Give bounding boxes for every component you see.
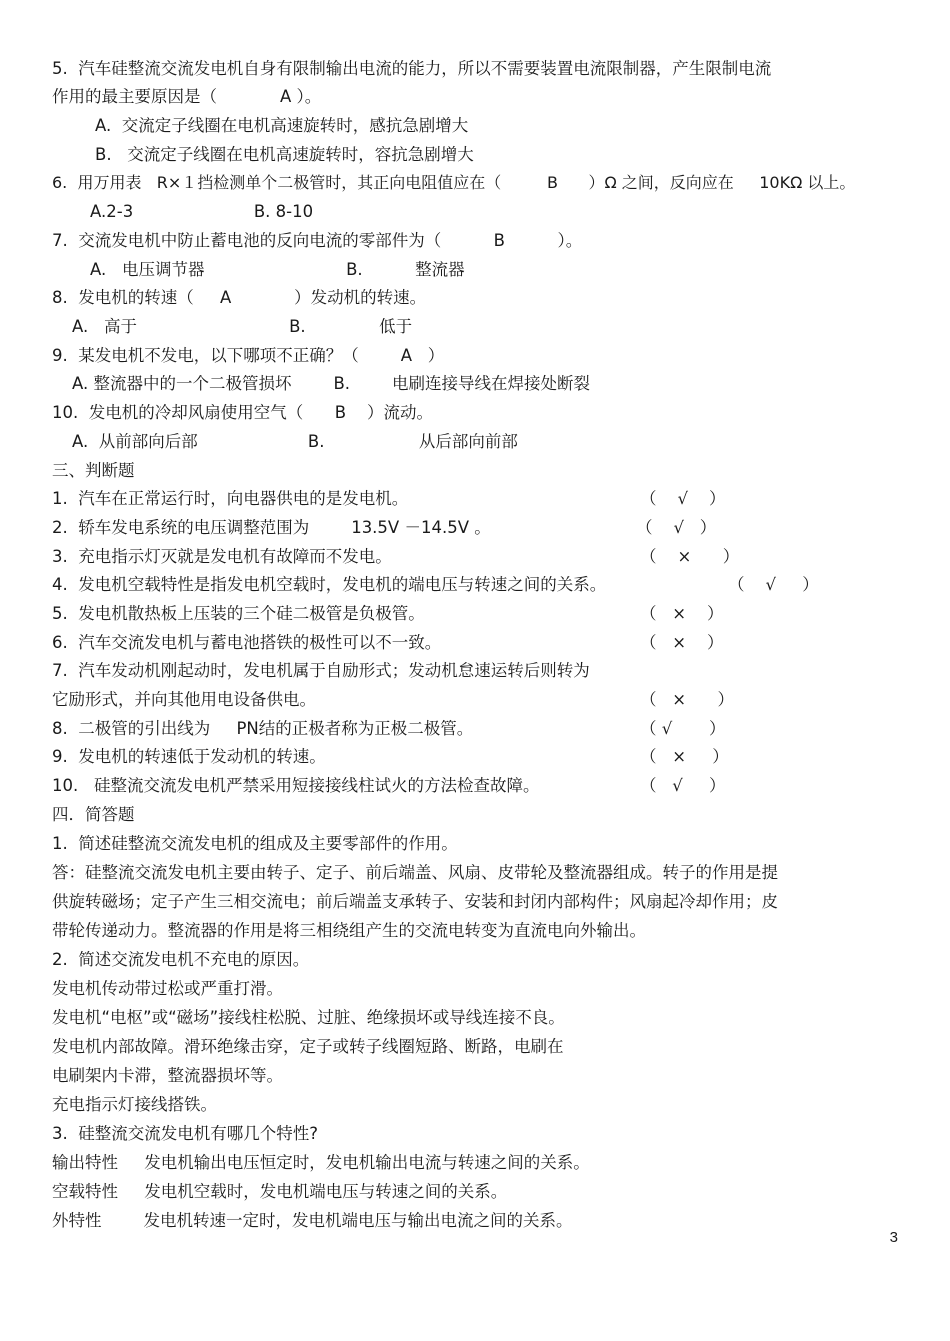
tf-item-1: 1. 汽车在正常运行时，向电器供电的是发电机。	[52, 489, 409, 508]
tf-mark-2: （ √ ）	[636, 518, 717, 537]
tf-item-7-line2: 它励形式，并向其他用电设备供电。	[52, 690, 316, 709]
tf-mark-5: （ × ）	[640, 604, 724, 623]
q10-stem: 10. 发电机的冷却风扇使用空气（ B ）流动。	[52, 403, 433, 422]
q5-stem-line2: 作用的最主要原因是（ A ）。	[52, 87, 322, 106]
tf-item-3: 3. 充电指示灯灭就是发电机有故障而不发电。	[52, 547, 392, 566]
tf-mark-6: （ × ）	[640, 633, 724, 652]
tf-mark-3: （ × ）	[640, 547, 740, 566]
q7-stem: 7. 交流发电机中防止蓄电池的反向电流的零部件为（ B ）。	[52, 231, 583, 250]
q8-stem: 8. 发电机的转速（ A ）发动机的转速。	[52, 288, 427, 307]
q9-stem: 9. 某发电机不发电，以下哪项不正确？（ A ）	[52, 346, 445, 365]
tf-item-4: 4. 发电机空载特性是指发电机空载时，发电机的端电压与转速之间的关系。	[52, 575, 607, 594]
q6-stem: 6. 用万用表 R×１挡检测单个二极管时，其正向电阻值应在（ B ）Ω 之间，反向应在 10KΩ 以上。	[52, 173, 856, 192]
sa-q3: 3. 硅整流交流发电机有哪几个特性?	[52, 1124, 318, 1143]
sa-a3-external: 外特性 发电机转速一定时，发电机端电压与输出电流之间的关系。	[52, 1211, 573, 1230]
q5-option-a: A. 交流定子线圈在电机高速旋转时，感抗急剧增大	[95, 116, 469, 135]
section-true-false-heading: 三、判断题	[52, 461, 135, 480]
tf-item-7-line1: 7. 汽车发动机刚起动时，发电机属于自励形式；发动机怠速运转后则转为	[52, 661, 590, 680]
tf-mark-8: （ √ ）	[640, 719, 726, 738]
tf-mark-7: （ × ）	[640, 690, 735, 709]
page-number: 3	[889, 1229, 898, 1246]
tf-item-10: 10. 硅整流交流发电机严禁采用短接接线柱试火的方法检查故障。	[52, 776, 540, 795]
q5-stem-line1: 5. 汽车硅整流交流发电机自身有限制输出电流的能力，所以不需要装置电流限制器，产生限制电流	[52, 59, 772, 78]
sa-a1-line2: 供旋转磁场；定子产生三相交流电；前后端盖支承转子、安装和封闭内部构件；风扇起冷却作用；皮	[52, 892, 778, 911]
tf-mark-9: （ × ）	[640, 747, 729, 766]
tf-item-9: 9. 发电机的转速低于发动机的转速。	[52, 747, 326, 766]
tf-mark-1: （ √ ）	[640, 489, 726, 508]
tf-item-8: 8. 二极管的引出线为 PN结的正极者称为正极二极管。	[52, 719, 474, 738]
q9-options: A. 整流器中的一个二极管损坏 B. 电刷连接导线在焊接处断裂	[72, 374, 590, 393]
q10-options: A. 从前部向后部 B. 从后部向前部	[72, 432, 518, 451]
sa-a1-line1: 答：硅整流交流发电机主要由转子、定子、前后端盖、风扇、皮带轮及整流器组成。转子的作用是提	[52, 863, 778, 882]
sa-a2-line1: 发电机传动带过松或严重打滑。	[52, 979, 283, 998]
tf-item-6: 6. 汽车交流发电机与蓄电池搭铁的极性可以不一致。	[52, 633, 442, 652]
tf-item-5: 5. 发电机散热板上压装的三个硅二极管是负极管。	[52, 604, 425, 623]
section-short-answer-heading: 四．简答题	[52, 805, 135, 824]
tf-mark-4: （ √ ）	[728, 575, 819, 594]
sa-q2: 2. 简述交流发电机不充电的原因。	[52, 950, 310, 969]
tf-mark-10: （ √ ）	[640, 776, 726, 795]
sa-a1-line3: 带轮传递动力。整流器的作用是将三相绕组产生的交流电转变为直流电向外输出。	[52, 921, 646, 940]
sa-a3-no-load: 空载特性 发电机空载时，发电机端电压与转速之间的关系。	[52, 1182, 508, 1201]
q7-options: A. 电压调节器 B. 整流器	[90, 260, 465, 279]
sa-a2-line3: 发电机内部故障。滑环绝缘击穿，定子或转子线圈短路、断路，电刷在	[52, 1037, 564, 1056]
tf-item-2: 2. 轿车发电系统的电压调整范围为 13.5V －14.5V 。	[52, 518, 491, 537]
sa-q1: 1. 简述硅整流交流发电机的组成及主要零部件的作用。	[52, 834, 458, 853]
sa-a3-output: 输出特性 发电机输出电压恒定时，发电机输出电流与转速之间的关系。	[52, 1153, 590, 1172]
sa-a2-line5: 充电指示灯接线搭铁。	[52, 1095, 217, 1114]
q5-option-b: B. 交流定子线圈在电机高速旋转时，容抗急剧增大	[95, 145, 474, 164]
q8-options: A. 高于 B. 低于	[72, 317, 413, 336]
sa-a2-line4: 电刷架内卡滞，整流器损坏等。	[52, 1066, 283, 1085]
q6-options: A.2-3 B. 8-10	[90, 202, 314, 221]
sa-a2-line2: 发电机“电枢”或“磁场”接线柱松脱、过脏、绝缘损坏或导线连接不良。	[52, 1008, 565, 1027]
